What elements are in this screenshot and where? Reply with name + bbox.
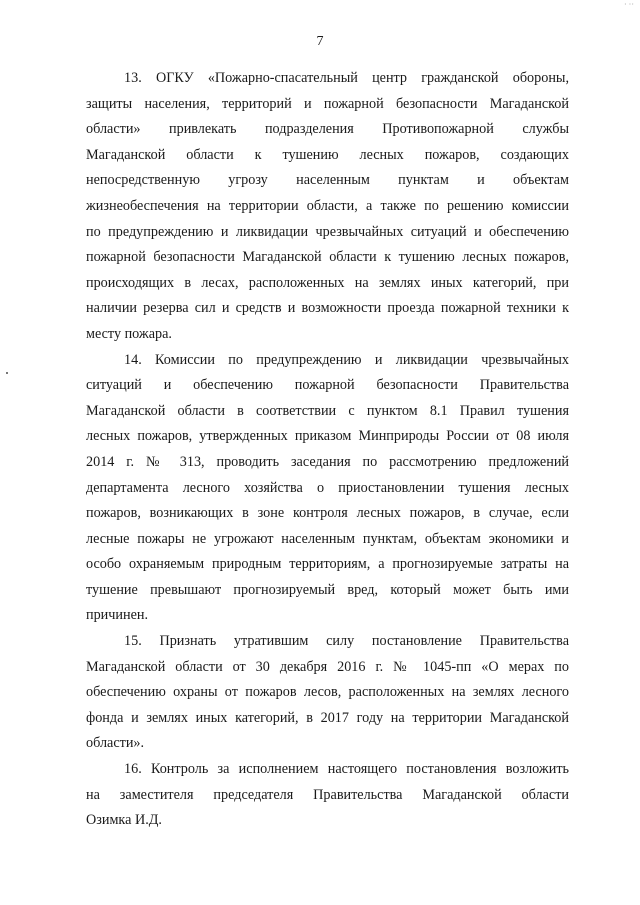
text-line: на заместителя председателя Правительства Магаданской области (86, 786, 569, 803)
text-line: лесные пожары не угрожают населенным пунктам, объектам экономики и (86, 530, 569, 547)
text-line: жизнеобеспечения на территории области, а также по решению комиссии (86, 197, 569, 214)
text-line: защиты населения, территорий и пожарной безопасности Магаданской (86, 95, 569, 112)
text-line: тушение превышают прогнозируемый вред, который может быть ими (86, 581, 569, 598)
text-line: Магаданской области от 30 декабря 2016 г. № 1045-пп «О мерах по (86, 658, 569, 675)
text-line: 15. Признать утратившим силу постановление Правительства (124, 633, 569, 650)
text-line: области». (86, 735, 145, 752)
page-number: 7 (316, 34, 324, 49)
text-line: Магаданской области к тушению лесных пожаров, создающих (86, 146, 569, 163)
paragraph-16 (86, 757, 569, 834)
text-line: происходящих в лесах, расположенных на землях иных категорий, при (86, 274, 569, 291)
text-line: причинен. (86, 607, 149, 624)
corner-mark: · ·· (624, 0, 634, 9)
paragraph-13 (86, 66, 569, 348)
text-line: департамента лесного хозяйства о приостановлении тушения лесных (86, 479, 569, 496)
text-line: 13. ОГКУ «Пожарно-спасательный центр гражданской обороны, (124, 70, 569, 86)
text-line: особо охраняемым природным территориям, а прогнозируемые затраты на (86, 556, 569, 573)
text-line: 2014 г. № 313, проводить заседания по рассмотрению предложений (86, 453, 569, 470)
text-line: пожаров, возникающих в зоне контроля лесных пожаров, в случае, если (86, 505, 569, 522)
paragraph-15 (86, 629, 569, 757)
text-line: наличии резерва сил и средств и возможности проезда пожарной техники к (86, 300, 569, 317)
text-line: Озимка И.Д. (86, 812, 162, 829)
text-line: 14. Комиссии по предупреждению и ликвидации чрезвычайных (124, 351, 569, 368)
text-line: лесных пожаров, утвержденных приказом Минприроды России от 08 июля (86, 428, 569, 445)
text-line: фонда и землях иных категорий, в 2017 году на территории Магаданской (86, 709, 569, 726)
text-line: области» привлекать подразделения Противопожарной службы (86, 121, 569, 138)
text-line: ситуаций и обеспечению пожарной безопасности Правительства (86, 377, 569, 394)
margin-dot (6, 372, 8, 374)
text-line: месту пожара. (86, 325, 172, 342)
paragraph-14 (86, 348, 569, 630)
document-body (86, 66, 569, 834)
text-line: обеспечению охраны от пожаров лесов, расположенных на землях лесного (86, 684, 569, 701)
text-line: пожарной безопасности Магаданской области к тушению лесных пожаров, (86, 249, 569, 266)
text-line: по предупреждению и ликвидации чрезвычайных ситуаций и обеспечению (86, 223, 569, 240)
text-line: непосредственную угрозу населенным пунктам и объектам (86, 172, 569, 189)
text-line: 16. Контроль за исполнением настоящего постановления возложить (124, 761, 569, 778)
text-line: Магаданской области в соответствии с пунктом 8.1 Правил тушения (86, 402, 569, 419)
